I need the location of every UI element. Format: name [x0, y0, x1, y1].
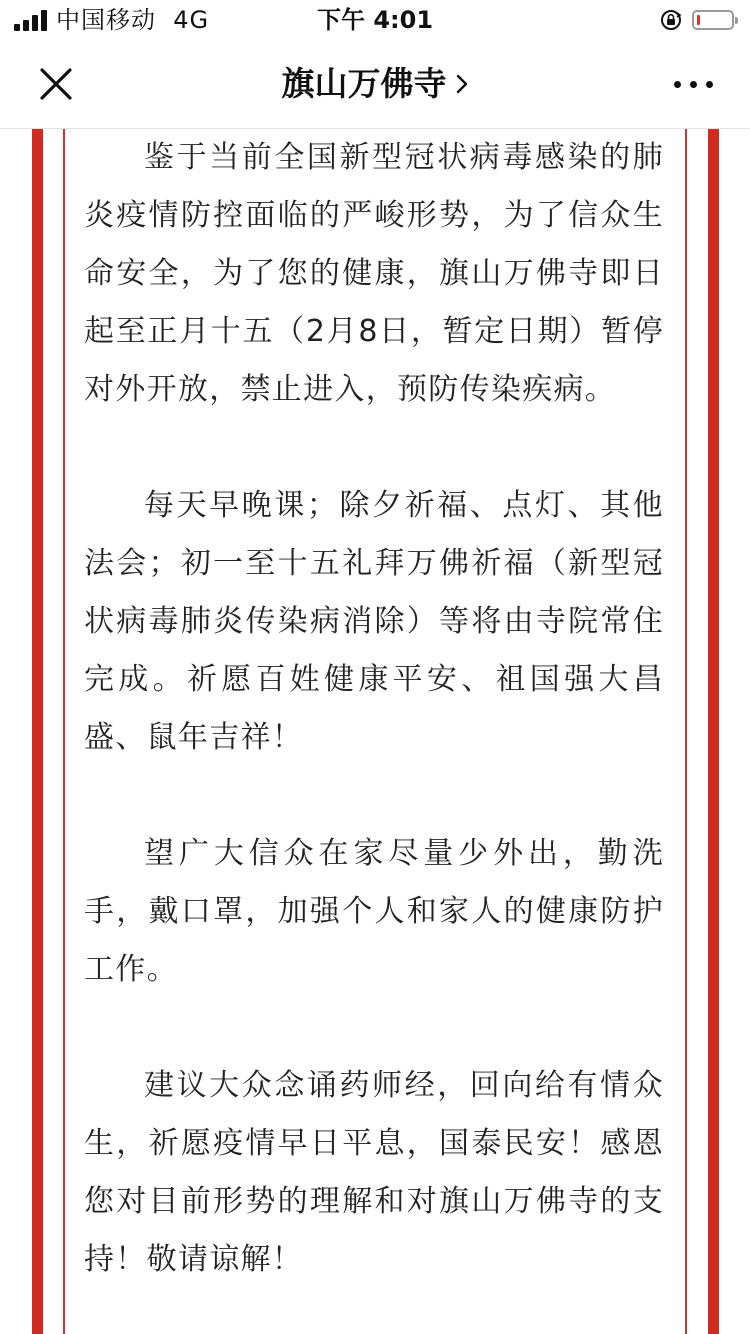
inner-line-right: [685, 129, 687, 1334]
paragraph: 鉴于当前全国新型冠状病毒感染的肺炎疫情防控面临的严峻形势，为了信众生命安全，为了您的健康，旗山万佛寺即日起至正月十五（2月8日，暂定日期）暂停对外开放，禁止进入，预防传染疾病。: [84, 140, 664, 407]
account-name[interactable]: 旗山万佛寺: [281, 64, 447, 103]
paragraph: 每天早晚课；除夕祈福、点灯、其他法会；初一至十五礼拜万佛祈福（新型冠状病毒肺炎传染病消除）等将由寺院常住完成。祈愿百姓健康平安、祖国强大昌盛、鼠年吉祥！: [84, 488, 664, 755]
inner-line-left: [63, 129, 65, 1334]
more-dots-icon[interactable]: [668, 64, 720, 104]
paragraph: 望广大信众在家尽量少外出，勤洗手，戴口罩，加强个人和家人的健康防护工作。: [84, 836, 664, 987]
article-content[interactable]: [0, 129, 750, 1334]
chevron-right-icon: [455, 74, 469, 94]
battery-icon: [692, 10, 734, 30]
battery-level: [697, 15, 700, 25]
nav-bar: [0, 40, 750, 129]
paragraph: 建议大众念诵药师经，回向给有情众生，祈愿疫情早日平息，国泰民安！感恩您对目前形势的理解和对旗山万佛寺的支持！敬请谅解！: [84, 1068, 664, 1277]
carrier-label: 中国移动 4G: [56, 6, 210, 34]
orientation-lock-icon: [660, 9, 682, 31]
status-time: 下午 4:01: [316, 6, 434, 34]
status-bar: [0, 0, 750, 40]
decorative-border-left: [32, 129, 43, 1334]
article-body: [84, 129, 664, 1334]
decorative-border-right: [708, 129, 719, 1334]
page-title[interactable]: [0, 62, 750, 106]
